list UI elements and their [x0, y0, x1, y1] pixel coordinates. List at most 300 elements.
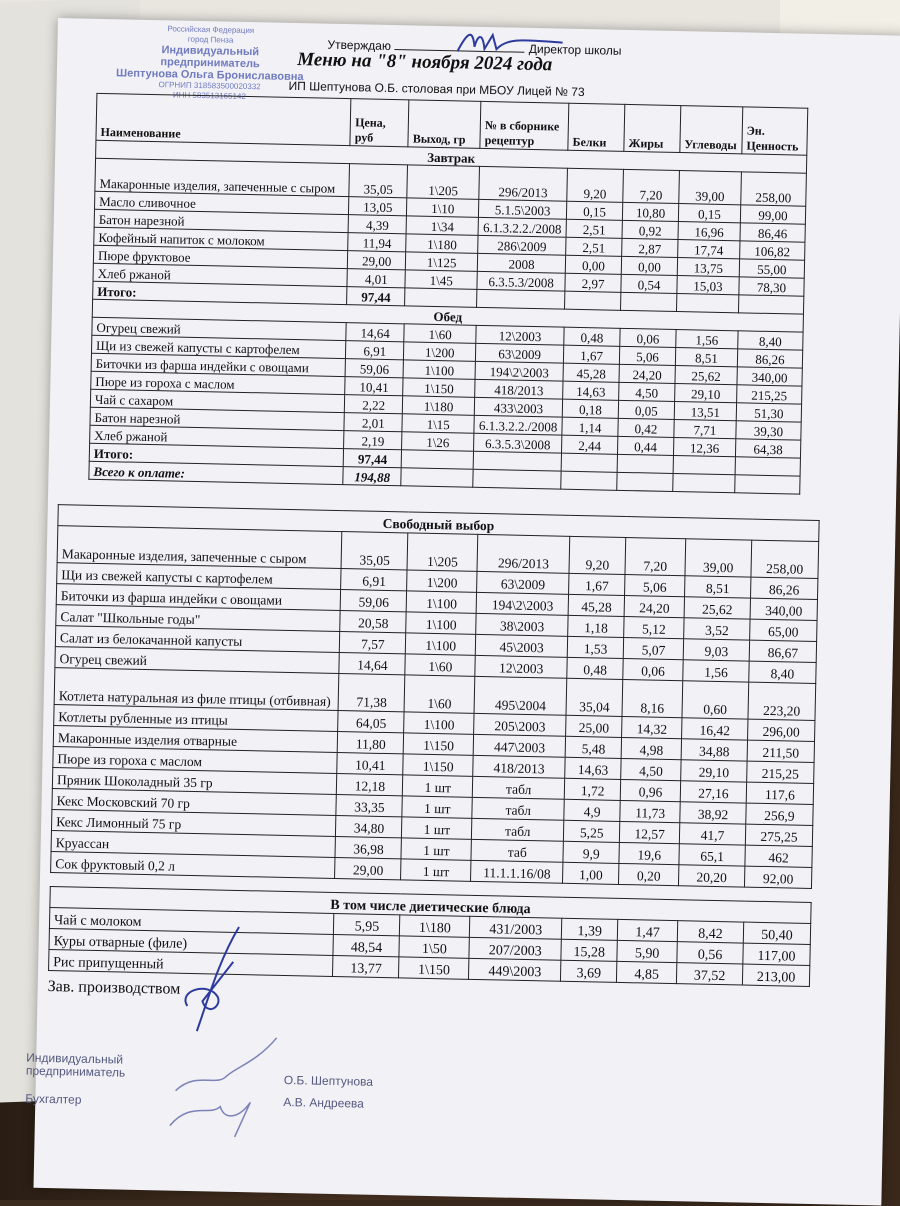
dish-name: Кекс Московский 70 гр	[52, 789, 337, 816]
cell-value: 1 шт	[402, 817, 472, 839]
cell-value: 3,69	[561, 960, 617, 982]
total-value: 97,44	[343, 449, 401, 468]
stamp-inn: ИНН 583513165142	[172, 90, 246, 101]
dish-name: Котлеты рубленные из птицы	[54, 705, 339, 732]
cell-value: 86,67	[749, 640, 816, 662]
cell-value: 1\60	[405, 654, 475, 676]
cell-value: 1\100	[404, 712, 474, 734]
cell-value: 0,54	[621, 274, 677, 293]
cell-value: 1\150	[399, 957, 469, 979]
dish-name: Щи из свежей капусты с картофелем	[91, 335, 346, 358]
approver-position: Директор школы	[528, 41, 622, 58]
cell-value: 2,44	[562, 435, 618, 454]
cell-value: 1,00	[563, 862, 619, 884]
manager-signature	[177, 921, 259, 1043]
cell-value: 33,35	[336, 795, 402, 817]
entrepreneur-name: О.Б. Шептунова	[283, 1072, 374, 1089]
cell-value: 0,00	[565, 255, 621, 274]
cell-value: 4,50	[619, 382, 675, 401]
empty-cell	[561, 471, 617, 490]
cell-value: 64,38	[735, 439, 800, 458]
cell-value: 0,92	[622, 220, 678, 239]
cell-value: 39,00	[679, 171, 742, 205]
cell-value: 5,25	[564, 820, 620, 842]
cell-value: 16,42	[682, 718, 748, 740]
cell-value: 5,06	[619, 346, 675, 365]
cell-value: 447\2003	[473, 734, 565, 757]
cell-value: 14,63	[565, 757, 621, 779]
cell-value: 0,05	[618, 400, 674, 419]
dish-name: Пюре из гороха с маслом	[91, 371, 346, 394]
cell-value: 296/2013	[479, 166, 568, 201]
accountant-label: Бухгалтер	[25, 1091, 82, 1107]
cell-value: 1\150	[403, 378, 475, 398]
cell-value: 5,07	[623, 637, 683, 659]
cell-value: 1\200	[404, 342, 476, 362]
cell-value: 24,20	[624, 595, 684, 617]
cell-value: 1\45	[405, 270, 477, 290]
cell-value: 1\100	[406, 591, 476, 613]
empty-cell	[473, 451, 561, 471]
cell-value: 37,52	[676, 963, 742, 985]
cell-value: 5,90	[617, 940, 677, 962]
cell-value: 25,00	[566, 715, 622, 737]
dish-name: Кекс Лимонный 75 гр	[51, 810, 336, 837]
cell-value: 45,28	[568, 594, 624, 616]
cell-value: 7,20	[623, 169, 680, 203]
col-header: Цена, руб	[350, 99, 409, 147]
cell-value: табл	[472, 797, 564, 820]
cell-value: 11,94	[348, 233, 406, 252]
cell-value: 1,67	[569, 573, 625, 595]
cell-value: 5,06	[625, 574, 685, 596]
cell-value: 223,20	[748, 682, 816, 720]
cell-value: 1 шт	[403, 775, 473, 797]
cell-value: 38,92	[680, 802, 746, 824]
empty-cell	[473, 469, 561, 489]
cell-value: 0,60	[682, 681, 749, 719]
cell-value: 0,56	[677, 942, 743, 964]
stamp-line: Российская Федерация	[167, 24, 255, 36]
col-header: Наименование	[96, 93, 351, 145]
cell-value: 2,51	[566, 237, 622, 256]
cell-value: 86,26	[737, 349, 802, 368]
stamp-line: Шептунова Ольга Брониславовна	[115, 67, 304, 84]
cell-value: 462	[745, 845, 812, 867]
cell-value: 11.1.1.16/08	[471, 860, 563, 883]
cell-value: 1\180	[403, 396, 475, 416]
cell-value: 0,48	[567, 657, 623, 679]
total-label: Всего к оплате:	[89, 461, 344, 484]
cell-value: 431/2003	[470, 916, 562, 939]
dish-name: Биточки из фарша индейки с овощами	[91, 353, 346, 376]
cell-value: 4,98	[621, 737, 681, 759]
production-manager-label: Зав. производством	[47, 977, 181, 998]
cell-value: 1,72	[564, 778, 620, 800]
menu-table-diet	[48, 886, 812, 987]
cell-value: 34,88	[681, 739, 747, 761]
cell-value: 6.3.5.3\2008	[474, 433, 562, 453]
section-title-breakfast: Завтрак	[96, 140, 807, 173]
cell-value: 4,50	[621, 758, 681, 780]
cell-value: 1\15	[402, 414, 474, 434]
cell-value: 0,00	[621, 256, 677, 275]
cell-value: 13,77	[333, 955, 399, 977]
cell-value: 38\2003	[476, 613, 568, 636]
cell-value: 1\205	[407, 533, 478, 571]
cell-value: 205\2003	[474, 713, 566, 736]
dish-name: Котлета натуральная из филе птицы (отбивная)	[54, 668, 339, 711]
entrepreneur-label: Индивидуальный предприниматель	[25, 1050, 126, 1080]
cell-value: 59,06	[345, 359, 403, 378]
dish-name: Сок фруктовый 0,2 л	[51, 852, 336, 879]
empty-cell	[565, 291, 621, 310]
section-title-diet: В том числе диетические блюда	[50, 887, 811, 924]
cell-value: 296/2013	[477, 534, 570, 573]
cell-value: 449\2003	[469, 958, 561, 981]
cell-value: 2008	[477, 253, 565, 273]
col-header: Выход, гр	[408, 100, 481, 148]
cell-value: 1,56	[683, 660, 749, 682]
dish-name: Кофейный напиток с молоком	[94, 227, 349, 250]
cell-value: 8,40	[738, 331, 803, 350]
cell-value: 50,40	[743, 922, 810, 944]
cell-value: 215,25	[747, 761, 814, 783]
stamp-line: город Пенза	[187, 34, 234, 45]
company-stamp	[115, 23, 306, 101]
col-header: Углеводы	[680, 106, 743, 154]
cell-value: 194\2\2003	[476, 592, 568, 615]
empty-cell	[673, 473, 735, 492]
page-subtitle: ИП Шептунова О.Б. столовая при МБОУ Лицей № 73	[288, 78, 585, 100]
empty-cell	[561, 453, 617, 472]
empty-cell	[405, 288, 477, 308]
cell-value: 0,18	[562, 399, 618, 418]
col-header: Эн. Ценность	[742, 107, 808, 155]
cell-value: 41,7	[679, 823, 745, 845]
cell-value: 1,14	[562, 417, 618, 436]
cell-value: 117,00	[743, 943, 810, 965]
cell-value: 0,20	[619, 863, 679, 885]
cell-value: 418/2013	[473, 755, 565, 778]
cell-value: 71,38	[338, 674, 405, 712]
cell-value: 215,25	[737, 385, 802, 404]
cell-value: 14,64	[339, 653, 405, 675]
cell-value: 17,74	[678, 240, 740, 259]
cell-value: 433\2003	[474, 397, 562, 417]
cell-value: 4,01	[347, 269, 405, 288]
cell-value: 12\2003	[476, 325, 564, 345]
cell-value: 2,51	[566, 219, 622, 238]
empty-cell	[735, 475, 800, 494]
cell-value: 29,00	[335, 857, 401, 879]
cell-value: 12,57	[620, 821, 680, 843]
dish-name: Макаронные изделия, запеченные с сыром	[57, 526, 342, 569]
cell-value: 275,25	[745, 824, 812, 846]
cell-value: 6.1.3.2.2./2008	[474, 415, 562, 435]
dish-name: Салат из белокачанной капусты	[55, 626, 340, 653]
cell-value: 1\50	[399, 936, 469, 958]
cell-value: 29,10	[675, 384, 737, 403]
cell-value: 1,18	[568, 615, 624, 637]
cell-value: 59,06	[341, 590, 407, 612]
cell-value: 6,91	[346, 341, 404, 360]
cell-value: 194\2\2003	[475, 361, 563, 381]
cell-value: 1 шт	[401, 859, 471, 881]
cell-value: 19,6	[619, 842, 679, 864]
cell-value: 4,85	[617, 961, 677, 983]
menu-table-free-choice	[50, 504, 820, 889]
cell-value: 1\150	[404, 733, 474, 755]
cell-value: 5,48	[565, 736, 621, 758]
cell-value: 11,73	[620, 800, 680, 822]
cell-value: 3,52	[684, 618, 750, 640]
empty-cell	[617, 472, 673, 491]
cell-value: 9,20	[567, 168, 624, 202]
cell-value: 296,00	[748, 719, 815, 741]
cell-value: 14,64	[346, 323, 404, 342]
cell-value: 5,95	[334, 913, 400, 935]
cell-value: 25,62	[675, 366, 737, 385]
cell-value: 211,50	[747, 740, 814, 762]
cell-value: 4,9	[564, 799, 620, 821]
cell-value: 8,51	[675, 348, 737, 367]
dish-name: Огурец свежий	[55, 647, 340, 674]
total-label: Итого:	[93, 281, 348, 304]
cell-value: 2,97	[565, 273, 621, 292]
cell-value: 39,30	[736, 421, 801, 440]
cell-value: 10,80	[622, 202, 678, 221]
cell-value: 14,63	[563, 381, 619, 400]
cell-value: табл	[472, 818, 564, 841]
cell-value: 34,80	[336, 816, 402, 838]
cell-value: 6,91	[341, 569, 407, 591]
cell-value: 92,00	[744, 866, 811, 888]
cell-value: 13,51	[674, 401, 736, 420]
cell-value: 7,57	[340, 632, 406, 654]
cell-value: 0,42	[618, 418, 674, 437]
cell-value: 8,40	[749, 661, 816, 683]
cell-value: 65,1	[679, 844, 745, 866]
cell-value: 1,56	[676, 330, 738, 349]
cell-value: 13,75	[677, 258, 739, 277]
stamp-line: Индивидуальный предприниматель	[160, 44, 260, 71]
empty-cell	[676, 294, 738, 313]
dish-name: Куры отварные (филе)	[49, 929, 334, 956]
cell-value: 25,62	[684, 597, 750, 619]
cell-value: 12,18	[337, 774, 403, 796]
cell-value: 35,05	[341, 532, 408, 570]
cell-value: 13,05	[349, 197, 407, 216]
cell-value: 6.3.5.3/2008	[477, 271, 565, 291]
cell-value: 11,80	[338, 732, 404, 754]
cell-value: 1\100	[403, 360, 475, 380]
col-header: № в сборнике рецептур	[480, 101, 569, 150]
dish-name: Хлеб ржаной	[90, 425, 345, 448]
cell-value: 1\100	[406, 612, 476, 634]
cell-value: 0,44	[618, 436, 674, 455]
cell-value: 1\180	[400, 915, 470, 937]
cell-value: 258,00	[751, 540, 819, 578]
approved-label: Утверждаю	[327, 37, 392, 53]
cell-value: 20,20	[679, 865, 745, 887]
cell-value: 1\34	[406, 216, 478, 236]
cell-value: 12\2003	[475, 655, 567, 678]
cell-value: 207/2003	[469, 937, 561, 960]
cell-value: 29,00	[348, 251, 406, 270]
empty-cell	[401, 450, 473, 470]
dish-name: Огурец свежий	[92, 317, 347, 340]
cell-value: 29,10	[681, 760, 747, 782]
total-value: 194,88	[343, 467, 401, 486]
empty-cell	[401, 468, 473, 488]
cell-value: 2,19	[344, 431, 402, 450]
cell-value: 45,28	[563, 363, 619, 382]
cell-value: 7,20	[625, 538, 686, 576]
cell-value: 1\10	[407, 198, 479, 218]
cell-value: 9,9	[563, 841, 619, 863]
cell-value: 0,15	[566, 201, 622, 220]
dish-name: Рис припущенный	[49, 950, 334, 977]
cell-value: 15,03	[677, 276, 739, 295]
cell-value: 78,30	[739, 277, 804, 296]
cell-value: 1\125	[406, 252, 478, 272]
stamp-ogrnip: ОГРНИП 318583500020332	[158, 80, 261, 92]
empty-cell	[735, 457, 800, 476]
cell-value: 0,15	[678, 204, 740, 223]
dish-name: Чай с сахаром	[90, 389, 345, 412]
cell-value: 2,22	[345, 395, 403, 414]
cell-value: 63\2009	[476, 343, 564, 363]
cell-value: 0,06	[623, 658, 683, 680]
cell-value: таб	[471, 839, 563, 862]
cell-value: 1\60	[404, 675, 475, 713]
dish-name: Салат "Школьные годы"	[56, 605, 341, 632]
cell-value: 36,98	[335, 836, 401, 858]
total-value: 97,44	[347, 287, 405, 306]
dish-name: Биточки из фарша индейки с овощами	[56, 584, 341, 611]
cell-value: 340,00	[737, 367, 802, 386]
cell-value: 1,53	[567, 636, 623, 658]
cell-value: 2,87	[622, 238, 678, 257]
cell-value: 9,03	[683, 639, 749, 661]
cell-value: 1 шт	[402, 796, 472, 818]
cell-value: 35,05	[349, 164, 408, 198]
cell-value: 86,46	[740, 223, 805, 242]
cell-value: 27,16	[680, 781, 746, 803]
cell-value: 1 шт	[401, 838, 471, 860]
cell-value: 1\100	[406, 633, 476, 655]
cell-value: 8,16	[622, 679, 683, 717]
cell-value: 418/2013	[475, 379, 563, 399]
dish-name: Пряник Шоколадный 35 гр	[52, 768, 337, 795]
cell-value: 117,6	[746, 782, 813, 804]
cell-value: 63\2009	[477, 571, 569, 594]
cell-value: 48,54	[333, 934, 399, 956]
dish-name: Круассан	[51, 831, 336, 858]
footer-signatures	[165, 1031, 287, 1143]
cell-value: 51,30	[736, 403, 801, 422]
cell-value: 10,41	[345, 377, 403, 396]
total-label: Итого:	[89, 443, 344, 466]
dish-name: Масло сливочное	[95, 191, 350, 214]
cell-value: 1\180	[406, 234, 478, 254]
dish-name: Пюре из гороха с маслом	[53, 747, 338, 774]
cell-value: 1,47	[617, 919, 677, 941]
cell-value: 99,00	[740, 205, 805, 224]
page-title: Меню на "8" ноября 2024 года	[296, 49, 553, 76]
cell-value: 4,39	[348, 215, 406, 234]
cell-value: табл	[473, 776, 565, 799]
empty-cell	[617, 454, 673, 473]
cell-value: 5,12	[624, 616, 684, 638]
cell-value: 55,00	[739, 259, 804, 278]
cell-value: 7,71	[674, 419, 736, 438]
cell-value: 1,39	[562, 918, 618, 940]
menu-table-main	[88, 93, 808, 495]
cell-value: 340,00	[750, 598, 817, 620]
accountant-name: А.В. Андреева	[283, 1094, 365, 1111]
cell-value: 64,05	[338, 711, 404, 733]
cell-value: 8,42	[677, 921, 743, 943]
cell-value: 0,06	[620, 328, 676, 347]
cell-value: 2,01	[344, 413, 402, 432]
cell-value: 16,96	[678, 222, 740, 241]
dish-name: Чай с молоком	[49, 908, 334, 935]
cell-value: 1\150	[403, 754, 473, 776]
col-header: Жиры	[624, 104, 681, 152]
cell-value: 495\2004	[474, 676, 567, 715]
empty-cell	[738, 295, 803, 314]
cell-value: 258,00	[741, 172, 807, 206]
cell-value: 15,28	[561, 939, 617, 961]
cell-value: 0,48	[564, 327, 620, 346]
cell-value: 24,20	[619, 364, 675, 383]
cell-value: 39,00	[685, 539, 752, 577]
dish-name: Щи из свежей капусты с картофелем	[57, 563, 342, 590]
cell-value: 6.1.3.2.2./2008	[478, 217, 566, 237]
dish-name: Хлеб ржаной	[93, 263, 348, 286]
cell-value: 20,58	[340, 611, 406, 633]
cell-value: 10,41	[337, 753, 403, 775]
cell-value: 256,9	[746, 803, 813, 825]
cell-value: 1\60	[404, 324, 476, 344]
cell-value: 9,20	[569, 536, 626, 574]
cell-value: 213,00	[742, 964, 809, 986]
dish-name: Батон нарезной	[90, 407, 345, 430]
cell-value: 45\2003	[476, 634, 568, 657]
cell-value: 286\2009	[478, 235, 566, 255]
cell-value: 1,67	[563, 345, 619, 364]
cell-value: 5.1.5\2003	[479, 199, 567, 219]
section-title-lunch: Обед	[92, 299, 803, 332]
empty-cell	[673, 455, 735, 474]
dish-name: Пюре фруктовое	[93, 245, 348, 268]
cell-value: 14,32	[622, 716, 682, 738]
cell-value: 12,36	[673, 437, 735, 456]
cell-value: 0,96	[620, 779, 680, 801]
cell-value: 1\26	[402, 432, 474, 452]
cell-value: 106,82	[740, 241, 805, 260]
dish-name: Макаронные изделия отварные	[53, 726, 338, 753]
cell-value: 1\200	[407, 570, 477, 592]
empty-cell	[621, 292, 677, 311]
dish-name: Батон нарезной	[94, 209, 349, 232]
cell-value: 1\205	[407, 165, 480, 199]
menu-sheet	[25, 18, 900, 1206]
cell-value: 86,26	[751, 577, 818, 599]
col-header: Белки	[568, 103, 625, 151]
